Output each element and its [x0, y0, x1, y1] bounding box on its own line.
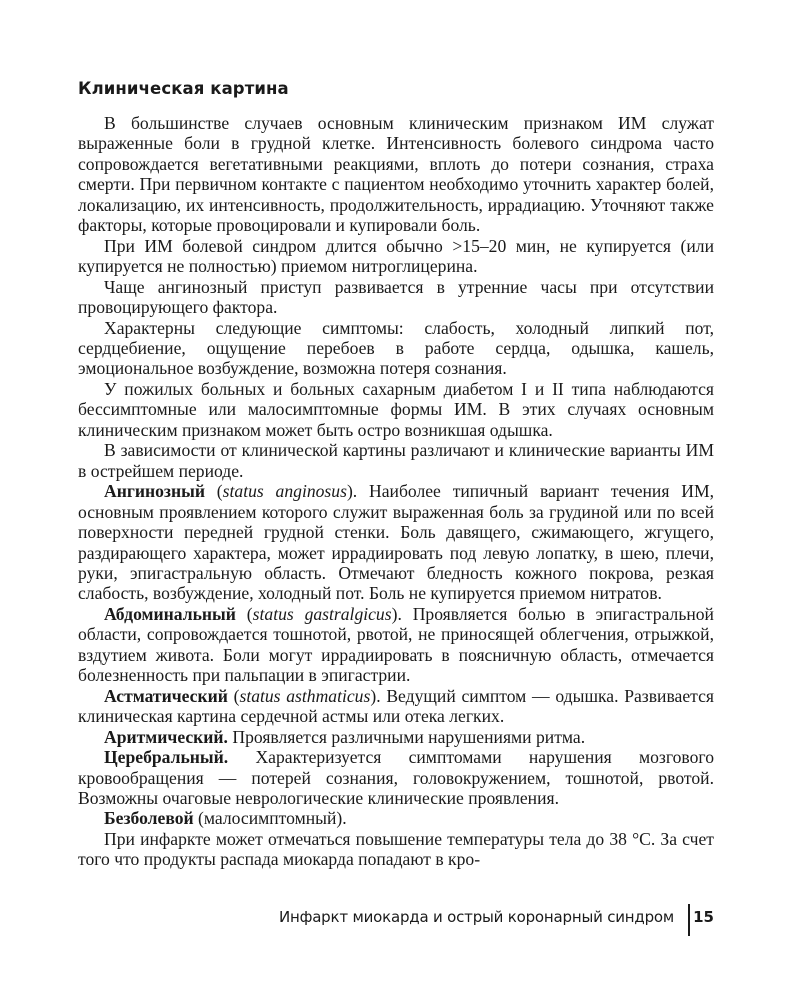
- paragraph: При ИМ болевой синдром длится обычно >15–20 мин, не купируется (или купируется не полностью) приемом нитроглицерина.: [78, 235, 714, 277]
- variant-latin: status gastralgicus: [252, 603, 392, 624]
- paragraph: При инфаркте может отмечаться повышение температуры тела до 38 °С. За счет того что продукты распада миокарда попадают в кро-: [78, 828, 714, 870]
- section-heading: Клиническая картина: [78, 79, 289, 98]
- variant-term: Астматический: [104, 685, 228, 706]
- variant-term: Ангинозный: [104, 481, 205, 502]
- footer-divider: [688, 904, 690, 936]
- variant-cerebral: [78, 747, 714, 808]
- variant-painless: [78, 808, 714, 828]
- paragraph: У пожилых больных и больных сахарным диабетом I и II типа наблюдаются бессимптомные или малосимптомные формы ИМ. В этих случаях основным клиническим признаком может быть остро возникшая одышка.: [78, 378, 714, 440]
- variant-abdominal: Абдоминальный (status gastralgicus). Проявляется болью в эпигастральной области, сопровождается тошнотой, рвотой, не приносящей облегчения, отрыжкой, вздутием живота. Боли могут иррадиировать в поясничную область, отмечается болезненность при пальпации в эпигастрии.: [78, 603, 714, 686]
- variant-text: . Наиболее типичный вариант течения ИМ, основным проявлением которого служит выраженная боль за грудиной или по всей поверхности передней грудной стенки. Боль давящего, сжимающего, жгущего, раздирающего характера, может иррадиировать под левую лопатку, в шею, плечи, руки, эпигастральную область. Отмечают бледность кожного покрова, резкая слабость, возбуждение, холодный пот. Боль не купируется приемом нитратов.: [78, 481, 714, 604]
- variant-term: Безболевой: [104, 808, 194, 829]
- variant-term: Церебральный.: [104, 747, 229, 768]
- variant-text: (малосимптомный).: [193, 808, 347, 829]
- variant-arrhythmic: [78, 727, 714, 747]
- variant-latin: status anginosus: [222, 481, 347, 502]
- paragraph: Чаще ангинозный приступ развивается в утренние часы при отсутствии провоцирующего фактора.: [78, 276, 714, 318]
- variant-text: Проявляется различными нарушениями ритма.: [227, 726, 586, 747]
- variant-text: Характеризуется симптомами нарушения мозгового кровообращения — потерей сознания, головокружением, тошнотой, рвотой. Возможны очаговые неврологические клинические проявления.: [78, 747, 714, 808]
- variant-anginal: Ангинозный (status anginosus). Наиболее типичный вариант течения ИМ, основным проявлением которого служит выраженная боль за грудиной или по всей поверхности передней грудной стенки. Боль давящего, сжимающего, жгущего, раздирающего характера, может иррадиировать под левую лопатку, в шею, плечи, руки, эпигастральную область. Отмечают бледность кожного покрова, резкая слабость, возбуждение, холодный пот. Боль не купируется приемом нитратов.: [78, 481, 714, 604]
- document-page: [78, 0, 714, 1000]
- body-text: [78, 113, 714, 870]
- variant-latin: status asthmaticus: [239, 685, 371, 706]
- page-footer: [78, 906, 714, 936]
- paragraph: Характерны следующие симптомы: слабость, холодный липкий пот, сердцебиение, ощущение перебоев в работе сердца, одышка, кашель, эмоциональное возбуждение, возможна потеря сознания.: [78, 317, 714, 379]
- variant-term: Аритмический.: [104, 726, 228, 747]
- running-title: Инфаркт миокарда и острый коронарный синдром: [278, 908, 674, 926]
- variant-term: Абдоминальный: [104, 603, 236, 624]
- paragraph: В зависимости от клинической картины различают и клинические варианты ИМ в острейшем периоде.: [78, 440, 714, 481]
- paragraph: В большинстве случаев основным клиническим признаком ИМ служат выраженные боли в грудной клетке. Интенсивность болевого синдрома часто сопровождается вегетативными реакциями, вплоть до потери сознания, страха смерти. При первичном контакте с пациентом необходимо уточнить характер болей, локализацию, их интенсивность, продолжительность, иррадиацию. Уточняют также факторы, которые провоцировали и купировали боль.: [78, 113, 714, 236]
- page-number: 15: [693, 908, 714, 926]
- variant-text: . Ведущий симптом — одышка. Развивается клиническая картина сердечной астмы или отека легких.: [78, 685, 714, 727]
- variant-text: . Проявляется болью в эпигастральной области, сопровождается тошнотой, рвотой, не приносящей облегчения, отрыжкой, вздутием живота. Боли могут иррадиировать в поясничную область, отмечается болезненность при пальпации в эпигастрии.: [78, 603, 714, 686]
- variant-asthmatic: Астматический (status asthmaticus). Ведущий симптом — одышка. Развивается клиническая картина сердечной астмы или отека легких.: [78, 685, 714, 727]
